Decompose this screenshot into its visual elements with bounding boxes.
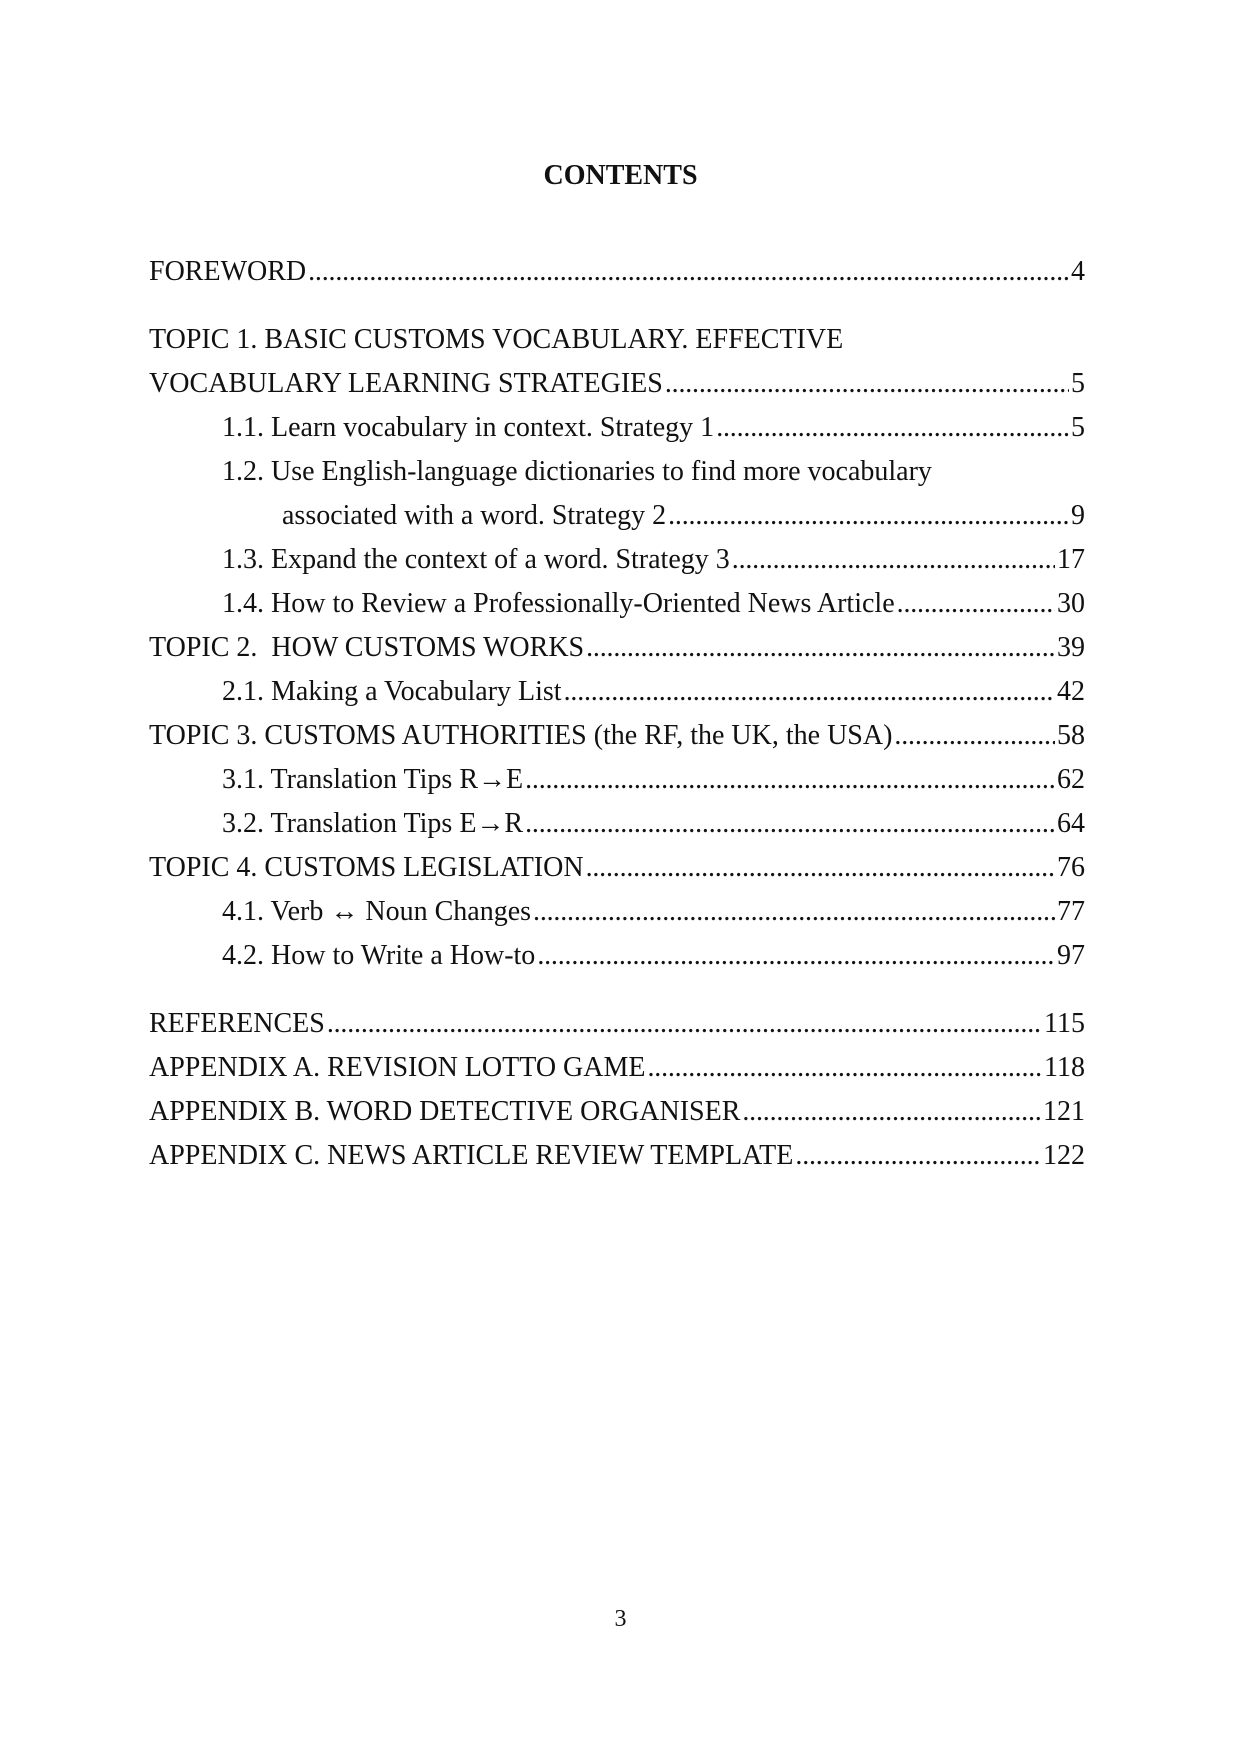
page-number: 3 [614,1606,627,1632]
toc-entry-topic-1-line-2[interactable] [149,362,1085,406]
dot-leader [586,626,1055,670]
toc-entry-1-2-line-1[interactable] [149,450,1085,494]
toc-entry-text: 2.1. Making a Vocabulary List [222,676,562,707]
toc-entry-1-4[interactable] [149,582,1085,626]
toc-entry-page: 30 [1057,588,1085,619]
toc-entry-appendix-a[interactable] [149,1046,1085,1090]
toc-entry-1-3[interactable] [149,538,1085,582]
toc-entry-references[interactable] [149,1002,1085,1046]
page-title: CONTENTS [543,160,698,191]
dot-leader [327,1002,1042,1046]
dot-leader [795,1134,1041,1178]
toc-entry-page: 58 [1057,720,1085,751]
dot-leader [742,1090,1041,1134]
toc-entry-appendix-b[interactable] [149,1090,1085,1134]
toc-entry-2-1[interactable] [149,670,1085,714]
toc-entry-page: 4 [1071,256,1085,287]
toc-entry-page: 17 [1057,544,1085,575]
toc-entry-page: 5 [1071,412,1085,443]
toc-entry-4-1[interactable] [149,890,1085,934]
toc-entry-page: 9 [1071,500,1085,531]
toc-entry-3-2[interactable] [149,802,1085,846]
dot-leader [894,714,1055,758]
dot-leader [665,362,1069,406]
toc-entry-text: 1.3. Expand the context of a word. Strategy 3 [222,544,730,575]
toc-entry-text: associated with a word. Strategy 2 [282,500,667,531]
dot-leader [533,890,1055,934]
toc-entry-text: APPENDIX B. WORD DETECTIVE ORGANISER [149,1096,741,1127]
toc-entry-page: 77 [1057,896,1085,927]
dot-leader [525,802,1055,846]
toc-entry-page: 118 [1044,1052,1085,1083]
toc-entry-text: 1.1. Learn vocabulary in context. Strategy 1 [222,412,715,443]
toc-entry-text: TOPIC 4. CUSTOMS LEGISLATION [149,852,584,883]
toc-entry-foreword[interactable] [149,250,1085,294]
toc-entry-page: 76 [1057,852,1085,883]
toc-entry-text: 3.1. Translation Tips R→E [222,764,524,795]
dot-leader [716,406,1069,450]
table-of-contents [149,250,1085,1178]
toc-entry-1-1[interactable] [149,406,1085,450]
toc-entry-text: REFERENCES [149,1008,325,1039]
dot-leader [308,250,1069,294]
toc-entry-text: 3.2. Translation Tips E→R [222,808,524,839]
toc-entry-page: 39 [1057,632,1085,663]
toc-entry-appendix-c[interactable] [149,1134,1085,1178]
toc-entry-text: 1.2. Use English-language dictionaries to find more vocabulary [222,456,932,487]
dot-leader [668,494,1069,538]
dot-leader [537,934,1055,978]
toc-entry-topic-1-line-1[interactable] [149,318,1085,362]
dot-leader [525,758,1055,802]
toc-entry-3-1[interactable] [149,758,1085,802]
dot-leader [647,1046,1042,1090]
toc-entry-page: 62 [1057,764,1085,795]
toc-entry-text: TOPIC 2. HOW CUSTOMS WORKS [149,632,585,663]
dot-leader [586,846,1055,890]
toc-entry-text: APPENDIX C. NEWS ARTICLE REVIEW TEMPLATE [149,1140,794,1171]
toc-entry-text: TOPIC 3. CUSTOMS AUTHORITIES (the RF, the UK, the USA) [149,720,893,751]
toc-entry-text: TOPIC 1. BASIC CUSTOMS VOCABULARY. EFFECTIVE [149,324,844,355]
toc-entry-topic-4[interactable] [149,846,1085,890]
toc-entry-page: 64 [1057,808,1085,839]
toc-entry-text: APPENDIX A. REVISION LOTTO GAME [149,1052,646,1083]
toc-entry-page: 5 [1071,368,1085,399]
dot-leader [564,670,1055,714]
toc-entry-1-2-line-2[interactable] [149,494,1085,538]
toc-entry-page: 122 [1043,1140,1085,1171]
toc-entry-text: 1.4. How to Review a Professionally-Oriented News Article [222,588,895,619]
dot-leader [897,582,1055,626]
toc-entry-text: 4.1. Verb ↔ Noun Changes [222,896,532,927]
toc-entry-page: 97 [1057,940,1085,971]
toc-entry-text: VOCABULARY LEARNING STRATEGIES [149,368,663,399]
toc-entry-page: 115 [1044,1008,1085,1039]
toc-entry-text: 4.2. How to Write a How-to [222,940,536,971]
toc-entry-page: 42 [1057,676,1085,707]
dot-leader [732,538,1055,582]
toc-entry-topic-3[interactable] [149,714,1085,758]
toc-entry-text: FOREWORD [149,256,307,287]
toc-entry-topic-2[interactable] [149,626,1085,670]
toc-entry-page: 121 [1043,1096,1085,1127]
toc-entry-4-2[interactable] [149,934,1085,978]
